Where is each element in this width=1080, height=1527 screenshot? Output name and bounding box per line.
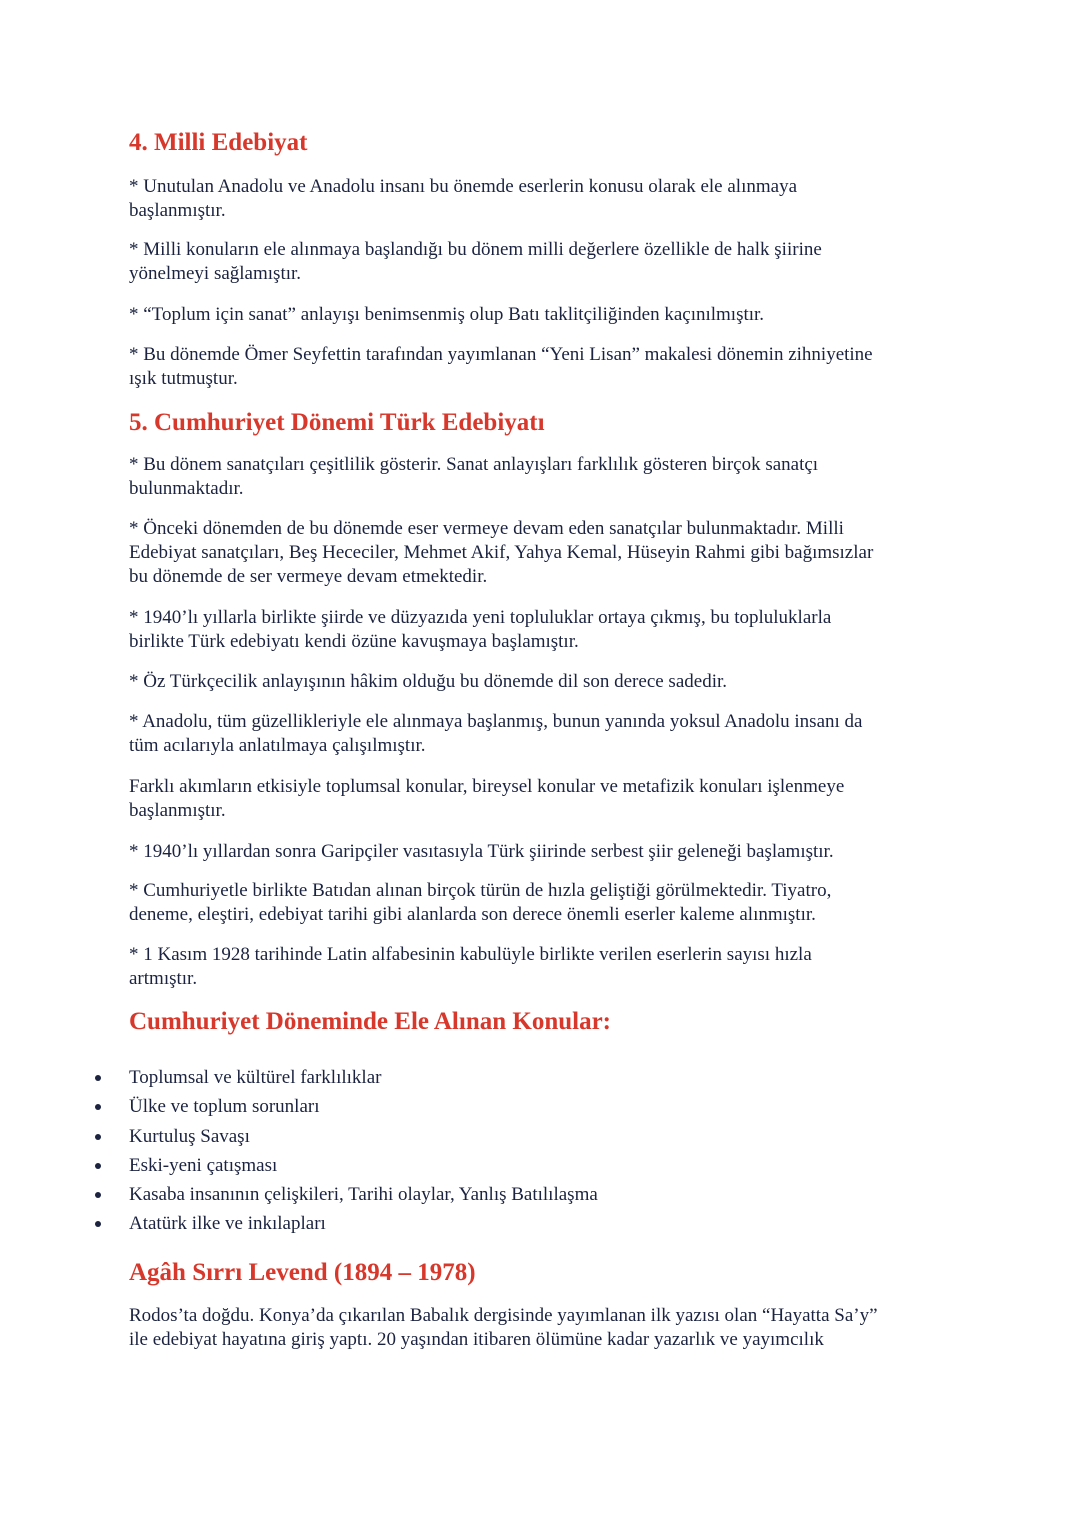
- paragraph-line: başlanmıştır.: [129, 200, 226, 221]
- paragraph-line: * Bu dönemde Ömer Seyfettin tarafından yayımlanan “Yeni Lisan” makalesi dönemin zihniyetine: [129, 344, 873, 365]
- paragraph-line: deneme, eleştiri, edebiyat tarihi gibi alanlarda son derece önemli eserler kaleme alınmıştır.: [129, 904, 816, 925]
- list-item-text: Kasaba insanının çelişkileri, Tarihi olaylar, Yanlış Batılılaşma: [129, 1184, 598, 1206]
- list-item: [95, 1151, 598, 1180]
- list-item: [95, 1122, 598, 1151]
- paragraph: [129, 606, 969, 654]
- paragraph-line: * Önceki dönemden de bu dönemde eser vermeye devam eden sanatçılar bulunmaktadır. Milli: [129, 518, 844, 539]
- list-item-text: Atatürk ilke ve inkılapları: [129, 1213, 326, 1235]
- paragraph-line: tüm acılarıyla anlatılmaya çalışılmıştır.: [129, 735, 426, 756]
- bullet-icon: [95, 1104, 101, 1110]
- paragraph-line: * Cumhuriyetle birlikte Batıdan alınan birçok türün de hızla geliştiği görülmektedir. Tiyatro,: [129, 880, 832, 901]
- heading-milli-edebiyat: 4. Milli Edebiyat: [129, 129, 308, 156]
- paragraph: [129, 303, 969, 327]
- paragraph: [129, 710, 969, 758]
- paragraph: [129, 175, 969, 223]
- paragraph: [129, 670, 969, 694]
- bullet-icon: [95, 1192, 101, 1198]
- bullet-icon: [95, 1163, 101, 1169]
- paragraph-line: ışık tutmuştur.: [129, 368, 238, 389]
- bullet-icon: [95, 1075, 101, 1081]
- paragraph: [129, 343, 969, 391]
- paragraph: [129, 517, 969, 589]
- list-item: [95, 1092, 598, 1121]
- bullet-icon: [95, 1221, 101, 1227]
- heading-cumhuriyet-donemi: 5. Cumhuriyet Dönemi Türk Edebiyatı: [129, 409, 545, 436]
- paragraph-line: * Anadolu, tüm güzellikleriyle ele alınmaya başlanmış, bunun yanında yoksul Anadolu insanı da: [129, 711, 863, 732]
- heading-ele-alinan-konular: Cumhuriyet Döneminde Ele Alınan Konular:: [129, 1008, 611, 1035]
- list-item: [95, 1209, 598, 1238]
- paragraph-line: ile edebiyat hayatına giriş yaptı. 20 yaşından itibaren ölümüne kadar yazarlık ve yayımcılık: [129, 1329, 824, 1350]
- paragraph-line: * 1940’lı yıllardan sonra Garipçiler vasıtasıyla Türk şiirinde serbest şiir geleneği başlamıştır.: [129, 841, 834, 862]
- paragraph-line: Rodos’ta doğdu. Konya’da çıkarılan Babalık dergisinde yayımlanan ilk yazısı olan “Hayatta Sa’y”: [129, 1305, 878, 1326]
- paragraph: [129, 453, 969, 501]
- bullet-icon: [95, 1134, 101, 1140]
- paragraph-line: yönelmeyi sağlamıştır.: [129, 263, 302, 284]
- paragraph: [129, 943, 969, 991]
- paragraph-line: * Milli konuların ele alınmaya başlandığı bu dönem milli değerlere özellikle de halk şiirine: [129, 239, 822, 260]
- paragraph-line: Farklı akımların etkisiyle toplumsal konular, bireysel konular ve metafizik konuları işlenmeye: [129, 776, 845, 797]
- paragraph: [129, 840, 969, 864]
- paragraph-line: * 1940’lı yıllarla birlikte şiirde ve düzyazıda yeni topluluklar ortaya çıkmış, bu topluluklarla: [129, 607, 832, 628]
- paragraph-line: * Öz Türkçecilik anlayışının hâkim olduğu bu dönemde dil son derece sadedir.: [129, 671, 727, 692]
- list-item-text: Kurtuluş Savaşı: [129, 1125, 250, 1147]
- list-item: [95, 1180, 598, 1209]
- paragraph-line: * 1 Kasım 1928 tarihinde Latin alfabesinin kabulüyle birlikte verilen eserlerin sayısı hızla: [129, 944, 812, 965]
- paragraph: [129, 879, 969, 927]
- paragraph-line: bu dönemde de ser vermeye devam etmektedir.: [129, 566, 488, 587]
- paragraph-line: başlanmıştır.: [129, 800, 226, 821]
- list-item-text: Toplumsal ve kültürel farklılıklar: [129, 1067, 382, 1088]
- bullet-list: [95, 1063, 598, 1239]
- paragraph-line: Edebiyat sanatçıları, Beş Hececiler, Mehmet Akif, Yahya Kemal, Hüseyin Rahmi gibi bağımsızlar: [129, 542, 874, 563]
- paragraph-line: * “Toplum için sanat” anlayışı benimsenmiş olup Batı taklitçiliğinden kaçınılmıştır.: [129, 304, 765, 325]
- paragraph-line: bulunmaktadır.: [129, 478, 244, 499]
- list-item: [95, 1063, 598, 1092]
- list-item-text: Ülke ve toplum sorunları: [129, 1096, 320, 1118]
- paragraph-line: * Unutulan Anadolu ve Anadolu insanı bu önemde eserlerin konusu olarak ele alınmaya: [129, 176, 797, 197]
- paragraph: [129, 1304, 969, 1352]
- paragraph-line: * Bu dönem sanatçıları çeşitlilik gösterir. Sanat anlayışları farklılık gösteren birçok sanatçı: [129, 454, 819, 475]
- paragraph: [129, 775, 969, 823]
- paragraph: [129, 238, 969, 286]
- paragraph-line: birlikte Türk edebiyatı kendi özüne kavuşmaya başlamıştır.: [129, 631, 579, 652]
- heading-agah-sirri-levend: Agâh Sırrı Levend (1894 – 1978): [129, 1259, 476, 1286]
- list-item-text: Eski-yeni çatışması: [129, 1154, 278, 1176]
- paragraph-line: artmıştır.: [129, 968, 198, 989]
